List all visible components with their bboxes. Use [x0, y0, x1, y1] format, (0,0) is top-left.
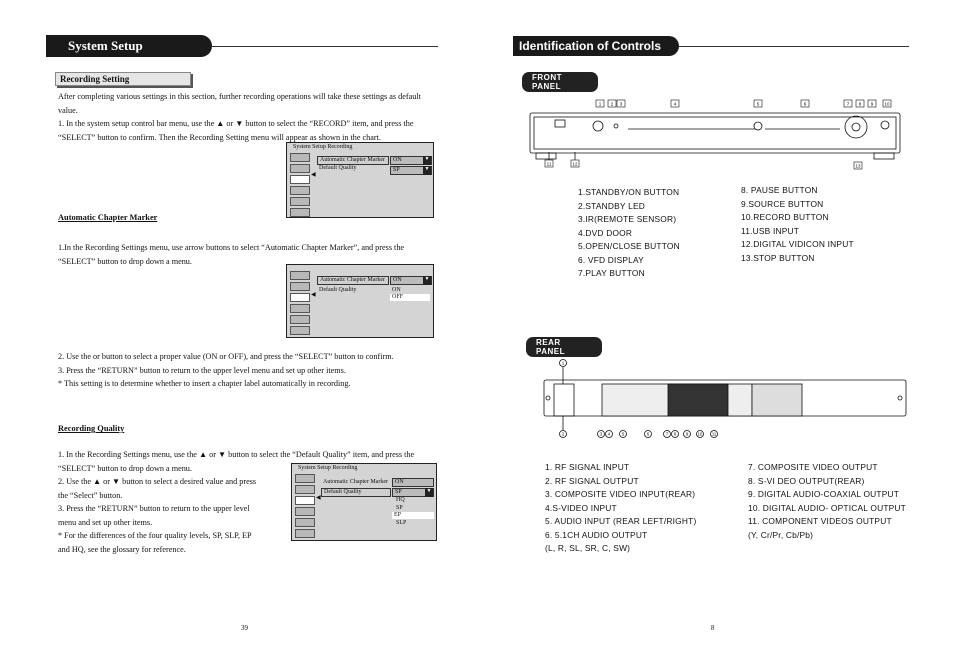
- front-callout-label: 7: [846, 101, 850, 107]
- audio-icon: [290, 304, 310, 313]
- rear-panel-list-right: 7. COMPOSITE VIDEO OUTPUT 8. S-VI DEO OUTPUT(REAR) 9. DIGITAL AUDIO-COAXIAL OUTPUT 10. DIGITAL AUDIO- OPTICAL OUTPUT 11. COMPONENT VIDEOS OUTPUT (Y, Cr/Pr, Cb/Pb): [748, 462, 906, 540]
- front-panel-list-left: 1.STANDBY/ON BUTTON 2.STANDBY LED 3.IR(REMOTE SENSOR) 4.DVD DOOR 5.OPEN/CLOSE BUTTON 6. VFD DISPLAY 7.PLAY BUTTON: [578, 187, 680, 278]
- menu-row-default-quality[interactable]: Default Quality: [319, 165, 357, 171]
- menu-value-sp[interactable]: SP ▼: [390, 166, 432, 175]
- menu-row-default-quality[interactable]: Default Quality: [321, 488, 391, 497]
- menu-value-on[interactable]: ON: [392, 478, 434, 487]
- front-callout-label: 4: [673, 101, 677, 107]
- rear-callout-label: 3: [599, 431, 603, 437]
- rear-callout-label: 1: [561, 360, 565, 366]
- front-panel-tag: FRONT PANEL: [522, 72, 598, 92]
- front-callout-label: 1: [598, 101, 602, 107]
- dropdown-icon: ▼: [423, 166, 431, 175]
- dropdown-icon: ▼: [423, 276, 431, 285]
- acm-title: Automatic Chapter Marker: [58, 213, 158, 222]
- front-callout-label: 3: [619, 101, 623, 107]
- front-callout-label: 5: [756, 101, 760, 107]
- recording-menu-screen-1: [286, 142, 434, 218]
- menu-title: System Setup Recording: [293, 144, 353, 150]
- acm-paragraph: 1.In the Recording Settings menu, use arrow buttons to select “Automatic Chapter Marker”, and press the “SELECT” button to drop down a menu.: [58, 243, 405, 266]
- front-callout-label: 10: [884, 101, 890, 107]
- front-callout-label: 8: [858, 101, 862, 107]
- disc-icon: [290, 271, 310, 280]
- recording-menu-screen-2: [286, 264, 434, 338]
- video-icon: [290, 282, 310, 291]
- intro-paragraph: After completing various settings in this section, further recording operations will take these settings as default value. 1. In the system setup control bar menu, use the ▲ or ▼ button to select the “RECORD” item, and press the “SELECT” button to confirm. Then the Recording Setting menu will appear as shown in the chart.: [58, 92, 421, 142]
- rear-callout-label: 2: [561, 431, 565, 437]
- audio-icon: [295, 507, 315, 516]
- front-callout-label: 2: [610, 101, 614, 107]
- option-off[interactable]: OFF: [390, 294, 430, 301]
- menu-row-chapter-marker[interactable]: Automatic Chapter Marker: [317, 276, 389, 285]
- recording-setting-label: Recording Setting: [55, 72, 191, 86]
- menu-icon-column: [290, 153, 312, 219]
- system-icon: [290, 208, 310, 217]
- rear-callout-label: 4: [607, 431, 611, 437]
- dropdown-icon: ▼: [425, 488, 433, 497]
- language-icon: [290, 197, 310, 206]
- selection-arrow-icon: ◀: [311, 292, 316, 298]
- front-panel-list-right: 8. PAUSE BUTTON 9.SOURCE BUTTON 10.RECORD BUTTON 11.USB INPUT 12.DIGITAL VIDICON INPUT 13.STOP BUTTON: [741, 185, 854, 263]
- recording-quality-paragraph: 1. In the Recording Settings menu, use the ▲ or ▼ button to select the “Default Quality” item, and press the “SELECT” button to drop down a menu. 2. Use the ▲ or ▼ button to select a desired value and press the “Select” button. 3. Press the “RETURN” button to return to the upper level menu and set up other items. * For the differences of the four quality levels, SP, SLP, EP and HQ, see the glossary for reference.: [58, 450, 415, 554]
- left-page-number: 39: [241, 624, 248, 632]
- recording-quality-title: Recording Quality: [58, 424, 125, 433]
- audio-icon: [290, 186, 310, 195]
- menu-value-on[interactable]: ON ▼: [390, 276, 432, 285]
- disc-icon: [295, 474, 315, 483]
- option-sp-2[interactable]: SP: [396, 505, 403, 511]
- rear-callout-label: 9: [685, 431, 689, 437]
- menu-value-sp[interactable]: SP ▼: [392, 488, 434, 497]
- front-callout-label: 12: [572, 161, 578, 167]
- video-icon: [290, 164, 310, 173]
- menu-title: System Setup Recording: [298, 465, 358, 471]
- menu-icon-column: [295, 474, 317, 540]
- left-page-header: System Setup: [46, 35, 212, 57]
- language-icon: [290, 315, 310, 324]
- option-slp[interactable]: SLP: [396, 520, 407, 526]
- right-page-number: 8: [711, 624, 715, 632]
- left-header-rule: [212, 46, 438, 47]
- system-icon: [295, 529, 315, 538]
- right-header-rule: [679, 46, 909, 47]
- rear-panel-diagram: [540, 358, 910, 442]
- rear-callout-label: 6: [646, 431, 650, 437]
- front-panel-diagram: [520, 96, 910, 172]
- front-callout-label: 13: [855, 163, 861, 169]
- record-icon: [295, 496, 315, 505]
- video-icon: [295, 485, 315, 494]
- acm-steps: 2. Use the or button to select a proper value (ON or OFF), and press the “SELECT” button to confirm. 3. Press the “RETURN” button to return to the upper level menu and set up other items. * This setting is to determine whether to insert a chapter label automatically in recording.: [58, 352, 394, 388]
- dropdown-icon: ▼: [423, 156, 431, 165]
- selection-arrow-icon: ◀: [316, 495, 321, 501]
- language-icon: [295, 518, 315, 527]
- right-page-header: Identification of Controls: [513, 36, 679, 56]
- disc-icon: [290, 153, 310, 162]
- front-callout-label: 6: [803, 101, 807, 107]
- menu-row-chapter-marker[interactable]: Automatic Chapter Marker: [317, 156, 389, 165]
- menu-row-default-quality[interactable]: Default Quality: [319, 287, 357, 293]
- rear-callout-label: 11: [711, 431, 717, 437]
- menu-icon-column: [290, 271, 312, 337]
- option-hq[interactable]: HQ: [396, 497, 405, 503]
- option-on[interactable]: ON: [392, 287, 401, 293]
- rear-panel-tag: REAR PANEL: [526, 337, 602, 357]
- record-icon: [290, 175, 310, 184]
- rear-panel-list-left: 1. RF SIGNAL INPUT 2. RF SIGNAL OUTPUT 3. COMPOSITE VIDEO INPUT(REAR) 4.S-VIDEO INPUT 5. AUDIO INPUT (REAR LEFT/RIGHT) 6. 5.1CH AUDIO OUTPUT (L, R, SL, SR, C, SW): [545, 462, 697, 553]
- rear-callout-label: 7: [665, 431, 669, 437]
- rear-callout-label: 10: [697, 431, 703, 437]
- rear-callout-label: 5: [621, 431, 625, 437]
- menu-row-chapter-marker[interactable]: Automatic Chapter Marker: [323, 479, 388, 485]
- rear-callout-label: 8: [673, 431, 677, 437]
- selection-arrow-icon: ◀: [311, 172, 316, 178]
- menu-value-on[interactable]: ON ▼: [390, 156, 432, 165]
- record-icon: [290, 293, 310, 302]
- front-callout-label: 9: [870, 101, 874, 107]
- recording-menu-screen-3: [291, 463, 437, 541]
- option-ep[interactable]: EP: [392, 512, 434, 519]
- front-callout-label: 11: [546, 161, 552, 167]
- system-icon: [290, 326, 310, 335]
